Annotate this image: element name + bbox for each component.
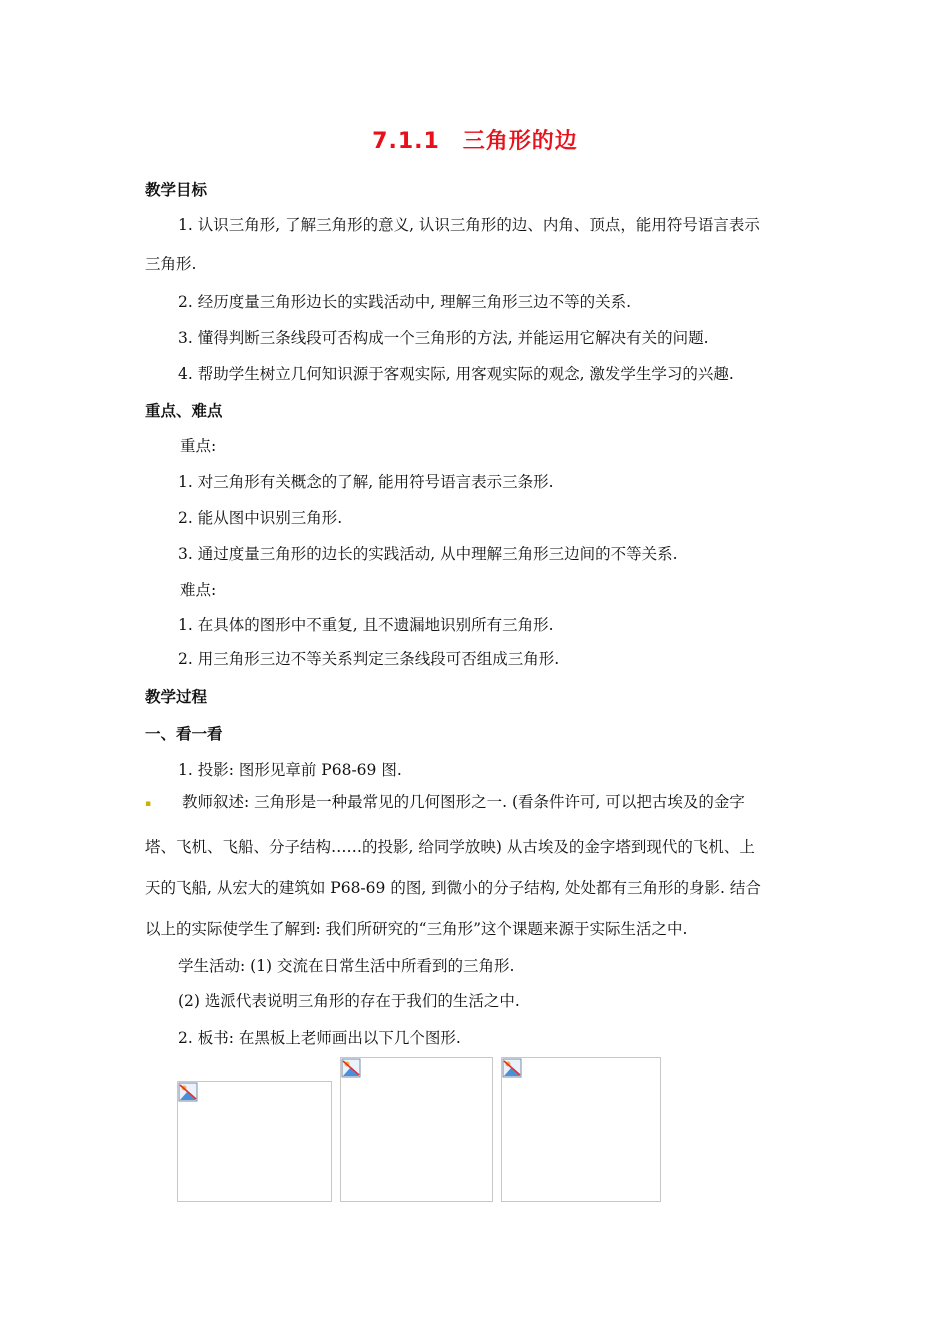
goal-1-line-1: 1. 认识三角形, 了解三角形的意义, 认识三角形的边、内角、顶点，能用符号语言表示 — [178, 216, 760, 234]
key-item-2: 2. 能从图中识别三角形. — [178, 509, 343, 527]
goal-4: 4. 帮助学生树立几何知识源于客观实际, 用客观实际的观念, 激发学生学习的兴趣. — [178, 365, 734, 383]
key-heading: 重点、难点 — [145, 402, 223, 420]
student-activity-2: (2) 选派代表说明三角形的存在于我们的生活之中. — [178, 992, 520, 1010]
key-item-3: 3. 通过度量三角形的边长的实践活动, 从中理解三角形三边间的不等关系. — [178, 545, 678, 563]
process-heading: 教学过程 — [145, 688, 208, 706]
figure-image-2 — [340, 1057, 493, 1202]
figure-image-3 — [501, 1057, 661, 1202]
part1-heading: 一、看一看 — [145, 725, 223, 743]
key-label: 重点: — [180, 437, 217, 455]
broken-image-icon — [178, 1082, 198, 1102]
teacher-narration-line-3: 天的飞船, 从宏大的建筑如 P68-69 的图, 到微小的分子结构, 处处都有三角形的身影. 结合 — [145, 879, 761, 897]
goal-2: 2. 经历度量三角形边长的实践活动中, 理解三角形三边不等的关系. — [178, 293, 631, 311]
teacher-narration-line-1: 教师叙述: 三角形是一种最常见的几何图形之一. (看条件许可, 可以把古埃及的金字 — [182, 793, 745, 811]
page-title: 7.1.1 三角形的边 — [372, 129, 578, 154]
mark-icon: ▪ — [145, 799, 152, 809]
difficulty-item-2: 2. 用三角形三边不等关系判定三条线段可否组成三角形. — [178, 650, 560, 668]
blackboard-item: 2. 板书: 在黑板上老师画出以下几个图形. — [178, 1029, 461, 1047]
key-item-1: 1. 对三角形有关概念的了解, 能用符号语言表示三条形. — [178, 473, 554, 491]
goal-1-line-2: 三角形. — [145, 255, 197, 273]
broken-image-icon — [502, 1058, 522, 1078]
goals-heading: 教学目标 — [145, 181, 208, 199]
broken-image-icon — [341, 1058, 361, 1078]
student-activity-1: 学生活动: (1) 交流在日常生活中所看到的三角形. — [178, 957, 515, 975]
teacher-narration-line-4: 以上的实际使学生了解到: 我们所研究的“三角形”这个课题来源于实际生活之中. — [145, 920, 688, 938]
teacher-narration-line-2: 塔、飞机、飞船、分子结构……的投影, 给同学放映) 从古埃及的金字塔到现代的飞机、上 — [145, 838, 755, 856]
goal-3: 3. 懂得判断三条线段可否构成一个三角形的方法, 并能运用它解决有关的问题. — [178, 329, 709, 347]
figure-image-1 — [177, 1081, 332, 1202]
difficulty-item-1: 1. 在具体的图形中不重复, 且不遗漏地识别所有三角形. — [178, 616, 554, 634]
difficulty-label: 难点: — [180, 581, 217, 599]
process-item-1: 1. 投影: 图形见章前 P68-69 图. — [178, 761, 402, 779]
